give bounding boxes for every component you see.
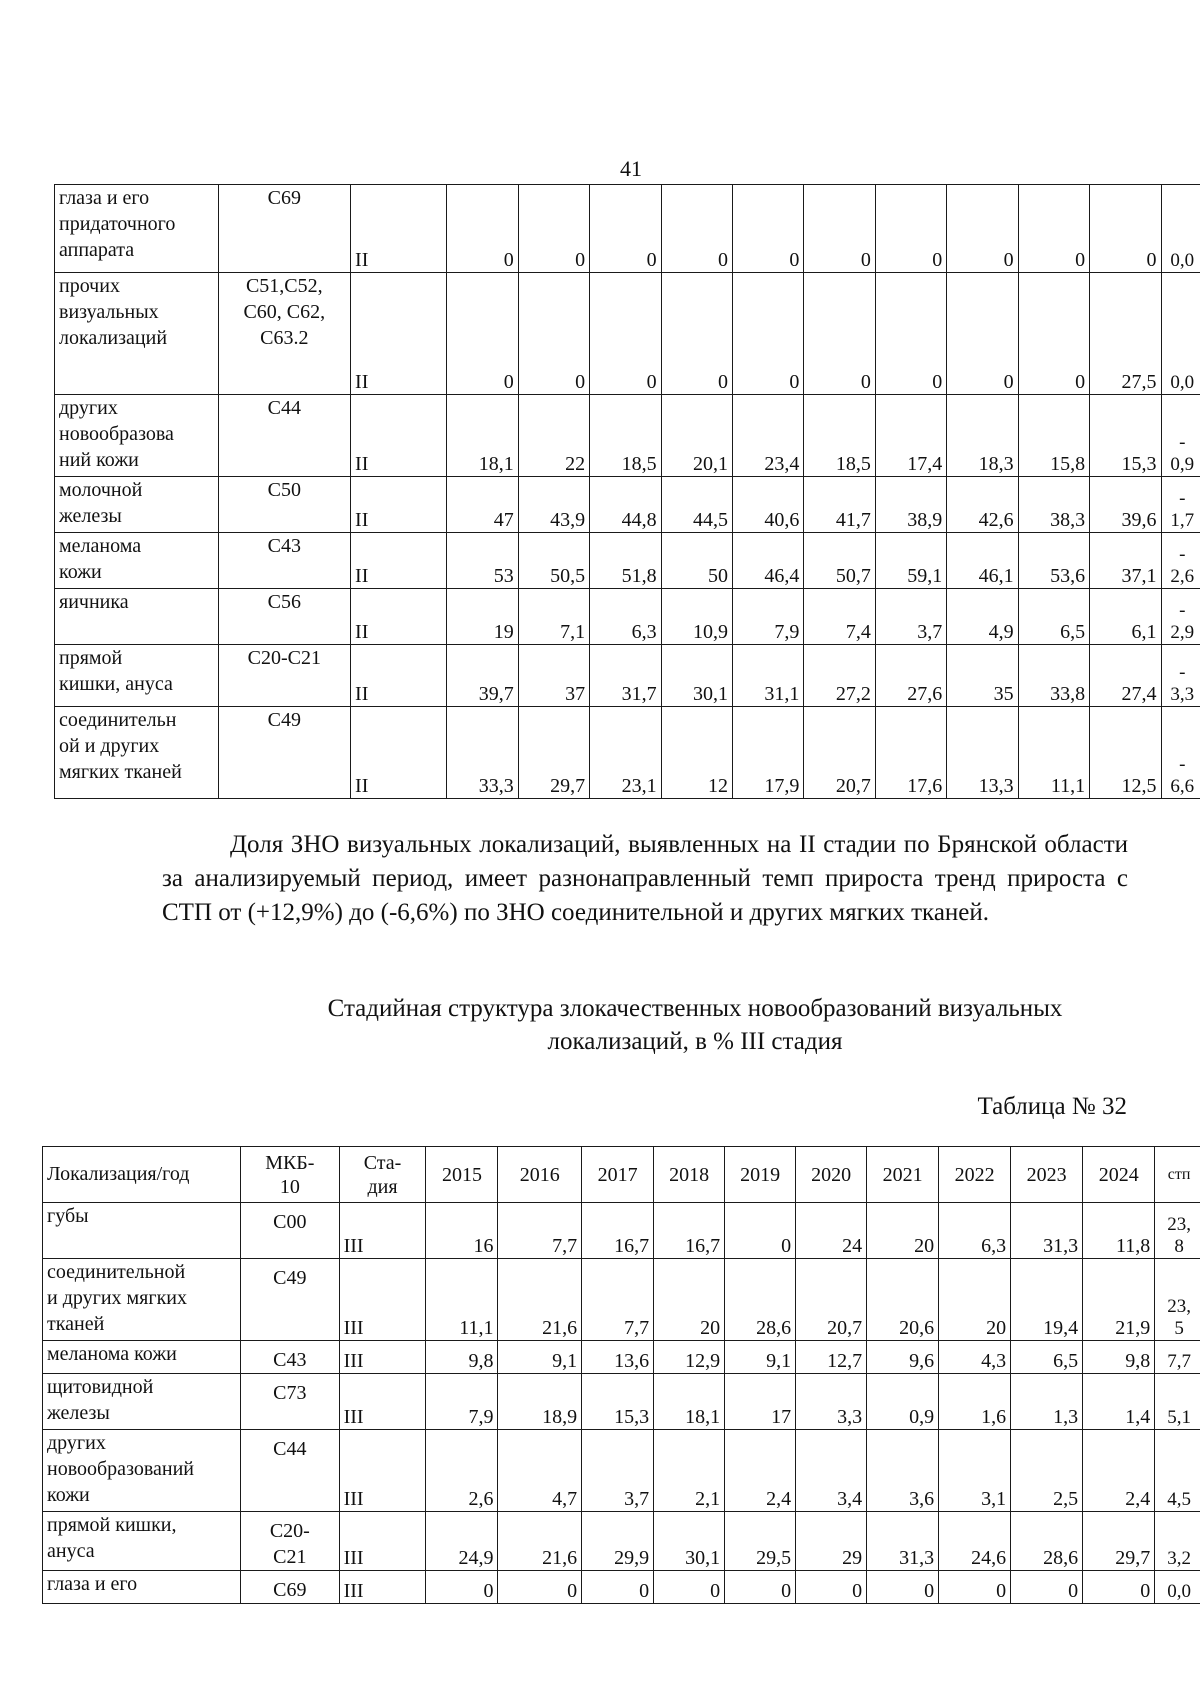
value-cell: 31,7 [590, 645, 661, 707]
value-cell: 47 [447, 477, 518, 533]
value-cell: 0 [796, 1571, 867, 1604]
localization-cell: других новообразова ний кожи [55, 395, 219, 477]
table-row [43, 1203, 1200, 1259]
value-cell: 27,5 [1090, 273, 1161, 395]
localization-cell: яичника [55, 589, 219, 645]
value-cell: 29,7 [1083, 1512, 1155, 1571]
value-cell: 18,9 [498, 1374, 582, 1430]
value-cell: 28,6 [725, 1259, 796, 1341]
header-stage: Ста- дия [339, 1147, 426, 1203]
stp-cell: 0,0 [1161, 185, 1200, 273]
value-cell: 0 [947, 185, 1018, 273]
value-cell: 0 [518, 185, 589, 273]
value-cell: 1,6 [939, 1374, 1011, 1430]
header-year: 2021 [867, 1147, 939, 1203]
value-cell: 13,3 [947, 707, 1018, 799]
value-cell: 20,6 [867, 1259, 939, 1341]
table-row [43, 1430, 1200, 1512]
value-cell: 21,6 [498, 1512, 582, 1571]
value-cell: 12,5 [1090, 707, 1161, 799]
value-cell: 27,6 [875, 645, 946, 707]
value-cell: 44,5 [661, 477, 732, 533]
value-cell: 9,1 [725, 1341, 796, 1374]
value-cell: 16,7 [582, 1203, 654, 1259]
localization-cell: прямой кишки, ануса [55, 645, 219, 707]
header-year: 2024 [1083, 1147, 1155, 1203]
stp-cell: 5,1 [1155, 1374, 1200, 1430]
value-cell: 0 [1083, 1571, 1155, 1604]
header-year: 2015 [426, 1147, 498, 1203]
value-cell: 40,6 [732, 477, 803, 533]
value-cell: 9,8 [426, 1341, 498, 1374]
value-cell: 18,5 [590, 395, 661, 477]
icd-code-cell: С50 [218, 477, 350, 533]
value-cell: 23,1 [590, 707, 661, 799]
value-cell: 11,8 [1083, 1203, 1155, 1259]
table-row [43, 1374, 1200, 1430]
stp-cell: 3,2 [1155, 1512, 1200, 1571]
localization-cell: прямой кишки, ануса [43, 1512, 241, 1571]
value-cell: 3,7 [875, 589, 946, 645]
localization-cell: меланома кожи [55, 533, 219, 589]
stp-cell: - 1,7 [1161, 477, 1200, 533]
table-header-row [43, 1147, 1200, 1203]
value-cell: 29 [796, 1512, 867, 1571]
value-cell: 3,1 [939, 1430, 1011, 1512]
value-cell: 20,7 [804, 707, 875, 799]
localization-cell: молочной железы [55, 477, 219, 533]
value-cell: 15,3 [582, 1374, 654, 1430]
value-cell: 31,3 [1011, 1203, 1083, 1259]
stage-cell: II [351, 185, 447, 273]
value-cell: 0 [867, 1571, 939, 1604]
value-cell: 31,1 [732, 645, 803, 707]
stp-cell: - 2,9 [1161, 589, 1200, 645]
value-cell: 33,3 [447, 707, 518, 799]
stage-ii-table-continuation [54, 184, 1200, 799]
value-cell: 19 [447, 589, 518, 645]
value-cell: 29,5 [725, 1512, 796, 1571]
icd-code-cell: С56 [218, 589, 350, 645]
value-cell: 4,3 [939, 1341, 1011, 1374]
value-cell: 4,9 [947, 589, 1018, 645]
value-cell: 0 [939, 1571, 1011, 1604]
icd-code-cell: С69 [218, 185, 350, 273]
value-cell: 0 [875, 273, 946, 395]
stage-cell: III [339, 1259, 426, 1341]
value-cell: 6,3 [590, 589, 661, 645]
table-row [55, 477, 1200, 533]
value-cell: 0 [1011, 1571, 1083, 1604]
table-row [55, 589, 1200, 645]
value-cell: 53 [447, 533, 518, 589]
icd-code-cell: С20-С21 [218, 645, 350, 707]
localization-cell: соединительн ой и других мягких тканей [55, 707, 219, 799]
value-cell: 0 [804, 273, 875, 395]
value-cell: 0 [582, 1571, 654, 1604]
value-cell: 9,6 [867, 1341, 939, 1374]
localization-cell: прочих визуальных локализаций [55, 273, 219, 395]
icd-code-cell: С49 [218, 707, 350, 799]
value-cell: 0 [518, 273, 589, 395]
value-cell: 6,3 [939, 1203, 1011, 1259]
value-cell: 37 [518, 645, 589, 707]
value-cell: 38,3 [1018, 477, 1089, 533]
table-row [55, 707, 1200, 799]
stage-cell: III [339, 1341, 426, 1374]
table-heading: Стадийная структура злокачественных новообразований визуальных локализаций, в % III стадия [327, 995, 1063, 1055]
value-cell: 15,8 [1018, 395, 1089, 477]
value-cell: 7,9 [426, 1374, 498, 1430]
value-cell: 24,9 [426, 1512, 498, 1571]
value-cell: 37,1 [1090, 533, 1161, 589]
value-cell: 46,1 [947, 533, 1018, 589]
value-cell: 0 [447, 185, 518, 273]
stp-cell: 7,7 [1155, 1341, 1200, 1374]
icd-code-cell: С44 [218, 395, 350, 477]
stp-cell: - 0,9 [1161, 395, 1200, 477]
value-cell: 19,4 [1011, 1259, 1083, 1341]
header-year: 2023 [1011, 1147, 1083, 1203]
value-cell: 50,5 [518, 533, 589, 589]
localization-cell: щитовидной железы [43, 1374, 241, 1430]
value-cell: 23,4 [732, 395, 803, 477]
value-cell: 2,6 [426, 1430, 498, 1512]
value-cell: 30,1 [654, 1512, 725, 1571]
value-cell: 42,6 [947, 477, 1018, 533]
value-cell: 29,9 [582, 1512, 654, 1571]
header-year: 2022 [939, 1147, 1011, 1203]
stage-cell: II [351, 589, 447, 645]
value-cell: 21,9 [1083, 1259, 1155, 1341]
value-cell: 20,1 [661, 395, 732, 477]
value-cell: 22 [518, 395, 589, 477]
value-cell: 1,4 [1083, 1374, 1155, 1430]
stp-cell: - 3,3 [1161, 645, 1200, 707]
page-number: 41 [620, 156, 642, 181]
value-cell: 18,1 [447, 395, 518, 477]
value-cell: 44,8 [590, 477, 661, 533]
localization-cell: других новообразований кожи [43, 1430, 241, 1512]
value-cell: 7,7 [582, 1259, 654, 1341]
value-cell: 0 [661, 185, 732, 273]
stage-cell: II [351, 533, 447, 589]
value-cell: 39,6 [1090, 477, 1161, 533]
value-cell: 3,4 [796, 1430, 867, 1512]
value-cell: 27,4 [1090, 645, 1161, 707]
value-cell: 11,1 [426, 1259, 498, 1341]
value-cell: 30,1 [661, 645, 732, 707]
stp-cell: 23, 5 [1155, 1259, 1200, 1341]
stp-cell: - 2,6 [1161, 533, 1200, 589]
table-row [55, 645, 1200, 707]
value-cell: 0 [1090, 185, 1161, 273]
value-cell: 46,4 [732, 533, 803, 589]
value-cell: 0 [654, 1571, 725, 1604]
value-cell: 11,1 [1018, 707, 1089, 799]
value-cell: 2,1 [654, 1430, 725, 1512]
value-cell: 27,2 [804, 645, 875, 707]
value-cell: 7,9 [732, 589, 803, 645]
value-cell: 12,9 [654, 1341, 725, 1374]
stage-cell: III [339, 1374, 426, 1430]
value-cell: 3,6 [867, 1430, 939, 1512]
value-cell: 43,9 [518, 477, 589, 533]
value-cell: 7,4 [804, 589, 875, 645]
stp-cell: 0,0 [1161, 273, 1200, 395]
value-cell: 16,7 [654, 1203, 725, 1259]
localization-cell: меланома кожи [43, 1341, 241, 1374]
value-cell: 1,3 [1011, 1374, 1083, 1430]
stage-cell: II [351, 395, 447, 477]
localization-cell: губы [43, 1203, 241, 1259]
value-cell: 6,1 [1090, 589, 1161, 645]
header-year: 2019 [725, 1147, 796, 1203]
localization-cell: глаза и его [43, 1571, 241, 1604]
table-row [55, 395, 1200, 477]
value-cell: 6,5 [1011, 1341, 1083, 1374]
summary-paragraph: Доля ЗНО визуальных локализаций, выявленных на II стадии по Брянской области за анализируемый период, имеет разнонаправленный темп прироста тренд прироста с СТП от (+12,9%) до (-6,6%) по ЗНО соединительной и других мягких тканей. [162, 831, 1128, 926]
value-cell: 31,3 [867, 1512, 939, 1571]
value-cell: 0 [426, 1571, 498, 1604]
value-cell: 0 [590, 273, 661, 395]
icd-code-cell: С00 [241, 1203, 340, 1259]
header-year: 2016 [498, 1147, 582, 1203]
value-cell: 21,6 [498, 1259, 582, 1341]
value-cell: 38,9 [875, 477, 946, 533]
header-year: 2017 [582, 1147, 654, 1203]
value-cell: 53,6 [1018, 533, 1089, 589]
value-cell: 0 [1018, 273, 1089, 395]
value-cell: 12 [661, 707, 732, 799]
value-cell: 0,9 [867, 1374, 939, 1430]
value-cell: 20,7 [796, 1259, 867, 1341]
value-cell: 51,8 [590, 533, 661, 589]
value-cell: 0 [447, 273, 518, 395]
table-row [55, 533, 1200, 589]
value-cell: 7,1 [518, 589, 589, 645]
value-cell: 6,5 [1018, 589, 1089, 645]
value-cell: 20 [654, 1259, 725, 1341]
value-cell: 3,3 [796, 1374, 867, 1430]
value-cell: 50,7 [804, 533, 875, 589]
value-cell: 18,1 [654, 1374, 725, 1430]
value-cell: 7,7 [498, 1203, 582, 1259]
value-cell: 41,7 [804, 477, 875, 533]
value-cell: 0 [732, 273, 803, 395]
value-cell: 24,6 [939, 1512, 1011, 1571]
header-icd: МКБ- 10 [241, 1147, 340, 1203]
value-cell: 10,9 [661, 589, 732, 645]
value-cell: 0 [498, 1571, 582, 1604]
value-cell: 0 [947, 273, 1018, 395]
value-cell: 0 [725, 1571, 796, 1604]
value-cell: 29,7 [518, 707, 589, 799]
value-cell: 13,6 [582, 1341, 654, 1374]
value-cell: 3,7 [582, 1430, 654, 1512]
value-cell: 17,9 [732, 707, 803, 799]
value-cell: 9,8 [1083, 1341, 1155, 1374]
value-cell: 16 [426, 1203, 498, 1259]
stage-iii-table [42, 1146, 1200, 1604]
stage-cell: II [351, 273, 447, 395]
localization-cell: соединительной и других мягких тканей [43, 1259, 241, 1341]
icd-code-cell: С20- С21 [241, 1512, 340, 1571]
value-cell: 24 [796, 1203, 867, 1259]
icd-code-cell: С43 [218, 533, 350, 589]
value-cell: 2,4 [1083, 1430, 1155, 1512]
icd-code-cell: С43 [241, 1341, 340, 1374]
value-cell: 20 [867, 1203, 939, 1259]
table-row [43, 1571, 1200, 1604]
value-cell: 12,7 [796, 1341, 867, 1374]
icd-code-cell: С69 [241, 1571, 340, 1604]
value-cell: 35 [947, 645, 1018, 707]
stage-cell: II [351, 645, 447, 707]
value-cell: 0 [590, 185, 661, 273]
table-row [43, 1512, 1200, 1571]
table-number: Таблица № 32 [977, 1093, 1127, 1120]
stp-cell: - 6,6 [1161, 707, 1200, 799]
header-year: 2018 [654, 1147, 725, 1203]
header-stp: стп [1155, 1147, 1200, 1203]
value-cell: 9,1 [498, 1341, 582, 1374]
value-cell: 4,7 [498, 1430, 582, 1512]
stage-cell: III [339, 1512, 426, 1571]
stage-cell: III [339, 1571, 426, 1604]
value-cell: 0 [804, 185, 875, 273]
stp-cell: 0,0 [1155, 1571, 1200, 1604]
table-row [43, 1341, 1200, 1374]
value-cell: 0 [725, 1203, 796, 1259]
stage-cell: III [339, 1430, 426, 1512]
value-cell: 0 [661, 273, 732, 395]
value-cell: 2,4 [725, 1430, 796, 1512]
table-row [55, 185, 1200, 273]
localization-cell: глаза и его придаточного аппарата [55, 185, 219, 273]
icd-code-cell: С51,С52, С60, С62, С63.2 [218, 273, 350, 395]
stage-cell: II [351, 477, 447, 533]
value-cell: 2,5 [1011, 1430, 1083, 1512]
value-cell: 39,7 [447, 645, 518, 707]
stp-cell: 4,5 [1155, 1430, 1200, 1512]
value-cell: 18,5 [804, 395, 875, 477]
value-cell: 17,4 [875, 395, 946, 477]
stp-cell: 23, 8 [1155, 1203, 1200, 1259]
table-row [55, 273, 1200, 395]
stage-cell: II [351, 707, 447, 799]
value-cell: 28,6 [1011, 1512, 1083, 1571]
icd-code-cell: С44 [241, 1430, 340, 1512]
icd-code-cell: С73 [241, 1374, 340, 1430]
table-row [43, 1259, 1200, 1341]
stage-cell: III [339, 1203, 426, 1259]
value-cell: 33,8 [1018, 645, 1089, 707]
value-cell: 18,3 [947, 395, 1018, 477]
header-localization: Локализация/год [43, 1147, 241, 1203]
value-cell: 50 [661, 533, 732, 589]
value-cell: 0 [1018, 185, 1089, 273]
value-cell: 15,3 [1090, 395, 1161, 477]
value-cell: 0 [732, 185, 803, 273]
header-year: 2020 [796, 1147, 867, 1203]
value-cell: 17 [725, 1374, 796, 1430]
value-cell: 17,6 [875, 707, 946, 799]
value-cell: 0 [875, 185, 946, 273]
value-cell: 59,1 [875, 533, 946, 589]
icd-code-cell: С49 [241, 1259, 340, 1341]
value-cell: 20 [939, 1259, 1011, 1341]
